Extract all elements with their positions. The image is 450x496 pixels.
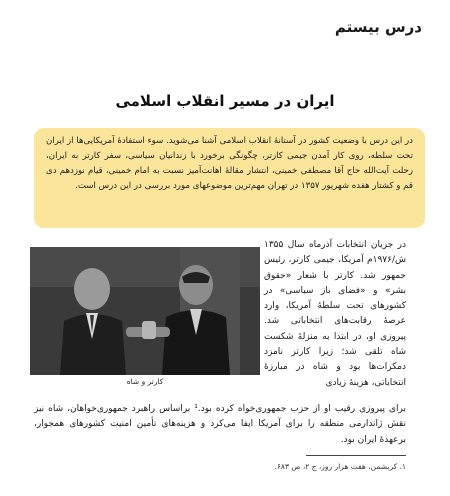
page-title: ایران در مسیر انقلاب اسلامی bbox=[115, 92, 335, 110]
lesson-label: درس بیستم bbox=[334, 18, 422, 36]
photo-caption: کارتر و شاه bbox=[126, 377, 164, 386]
body-paragraph-full: برای پیروزی رقیب او از حزب جمهوری‌خواه کرده بود.¹ براساس راهبرد جمهوری‌خواهان، شاه نیز نقش ژاندارمی منطقه را برای آمریکا ایفا می‌کرد و هزینه‌های تأمین امنیت کشورهای همجوار، برعهدهٔ ایران بود. bbox=[34, 404, 406, 445]
carter-shah-photo bbox=[30, 247, 260, 375]
footnote-divider bbox=[306, 455, 406, 456]
footnote: ۱. کریشمن، هفت هزار روز، ج ۲، ص ۶۸۳. bbox=[274, 462, 406, 471]
intro-box: در این درس با وضعیت کشور در آستانهٔ انقلاب اسلامی آشنا می‌شوید. سوء استفادهٔ آمریکایی‌ها از ایران تحت سلطه، روی کار آمدن جیمی کارتر، چگونگی برخورد با زندانیان سیاسی، سفر کارتر به ایران، رحلت آیت‌الله حاج آقا مصطفی خمینی، انتشار مقالهٔ اهانت‌آمیز نسبت به امام خمینی، قیام نوزدهم دی قم و کشتار هفده شهریور ۱۳۵۷ در تهران مهم‌ترین موضوعهای مورد بررسی در این درس است. bbox=[34, 128, 425, 228]
photo-figure bbox=[30, 247, 260, 390]
body-paragraph-side: در جریان انتخابات آذرماه سال ۱۳۵۵ ش/۱۹۷۶م آمریکا، جیمی کارتر، رئیس جمهور شد. کارتر با شعار «حقوق بشر» و «فضای باز سیاسی» در کشورهای تحت سلطهٔ آمریکا، وارد عرصهٔ رقابت‌های انتخاباتی شد. پیروزی او، در ابتدا به منزلهٔ شکست شاه تلقی شد؛ زیرا کارتر نامزد دمکرات‌ها بود و شاه در مبارزهٔ انتخاباتی، هزینهٔ زیادی bbox=[264, 240, 406, 388]
